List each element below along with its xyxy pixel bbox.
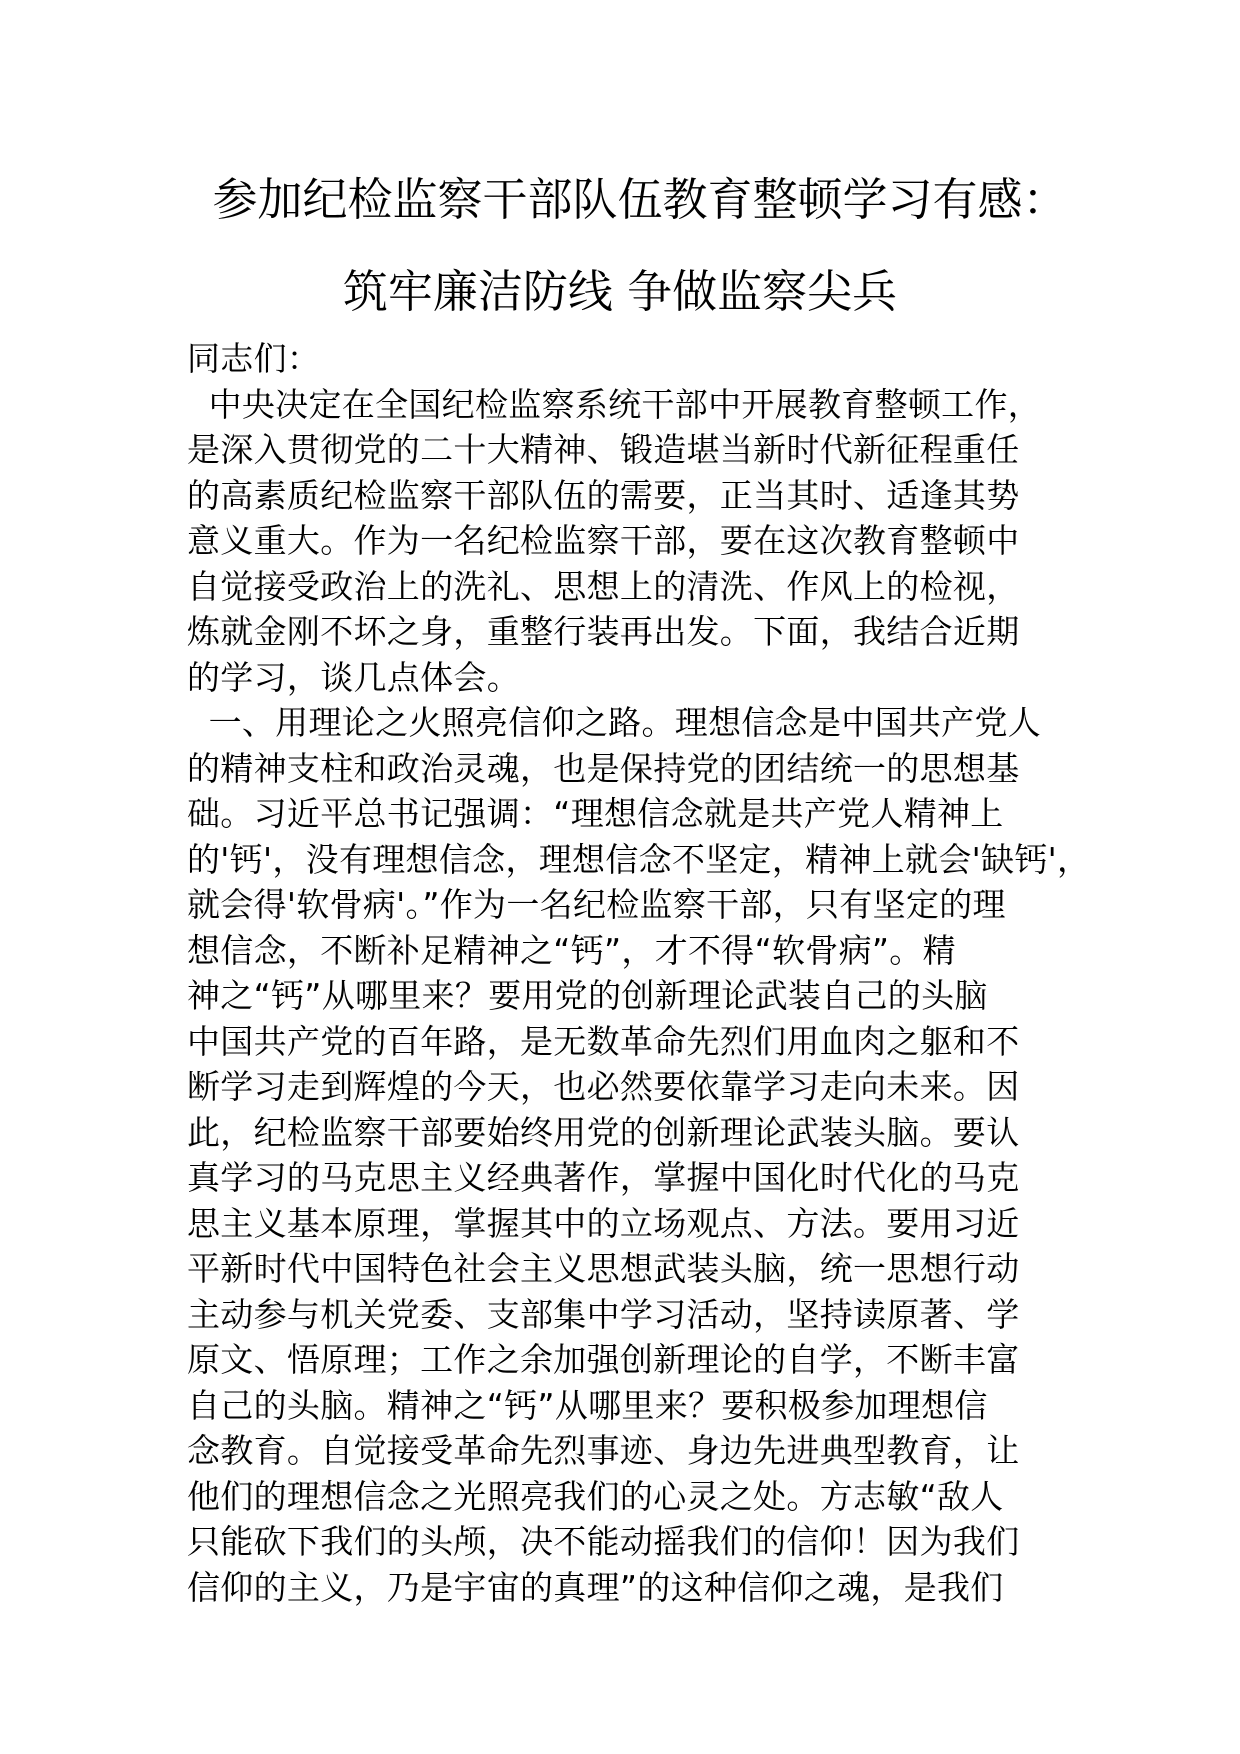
- body-line: 自己的头脑。精神之“钙”从哪里来？要积极参加理想信: [187, 1385, 988, 1425]
- body-line: 主动参与机关党委、支部集中学习活动，坚持读原著、学: [187, 1294, 1020, 1334]
- body-line: 炼就金刚不坏之身，重整行装再出发。下面，我结合近期: [187, 612, 1020, 651]
- body-line: 自觉接受政治上的洗礼、思想上的清洗、作风上的检视，: [187, 566, 1020, 606]
- body-line: 原文、悟原理；工作之余加强创新理论的自学，不断丰富: [187, 1340, 1020, 1379]
- body-line: 思主义基本原理，掌握其中的立场观点、方法。要用习近: [187, 1203, 1020, 1243]
- body-line: 神之“钙”从哪里来？要用党的创新理论武装自己的头脑: [187, 976, 988, 1015]
- body-line: 中央决定在全国纪检监察系统干部中开展教育整顿工作，: [187, 384, 1042, 424]
- body-line: 平新时代中国特色社会主义思想武装头脑，统一思想行动: [187, 1249, 1020, 1288]
- document-title-line-2: 筑牢廉洁防线 争做监察尖兵: [342, 265, 898, 318]
- body-line: 断学习走到辉煌的今天，也必然要依靠学习走向未来。因: [187, 1067, 1020, 1106]
- body-line: 此，纪检监察干部要始终用党的创新理论武装头脑。要认: [187, 1112, 1020, 1152]
- section-heading-line: 一、用理论之火照亮信仰之路。理想信念是中国共产党人: [187, 703, 1042, 742]
- body-line: 他们的理想信念之光照亮我们的心灵之处。方志敏“敌人: [187, 1476, 1004, 1516]
- document-body: [187, 336, 1091, 1610]
- body-line: 就会得'软骨病'。”作为一名纪检监察干部，只有坚定的理: [187, 885, 1006, 924]
- body-line: 想信念，不断补足精神之“钙”，才不得“软骨病”。精: [187, 930, 956, 970]
- body-line: 念教育。自觉接受革命先烈事迹、身边先进典型教育，让: [187, 1431, 1020, 1470]
- body-line: 是深入贯彻党的二十大精神、锻造堪当新时代新征程重任: [187, 430, 1020, 469]
- body-line: 的高素质纪检监察干部队伍的需要，正当其时、适逢其势: [187, 475, 1020, 515]
- document-title-line-1: 参加纪检监察干部队伍教育整顿学习有感：: [212, 173, 1068, 226]
- body-line: 的精神支柱和政治灵魂，也是保持党的团结统一的思想基: [187, 748, 1020, 788]
- body-line: 真学习的马克思主义经典著作，掌握中国化时代化的马克: [187, 1158, 1020, 1197]
- body-line: 意义重大。作为一名纪检监察干部，要在这次教育整顿中: [187, 521, 1020, 560]
- body-line: 的'钙'，没有理想信念，理想信念不坚定，精神上就会'缺钙'，: [187, 839, 1091, 879]
- salutation: 同志们：: [187, 339, 321, 378]
- body-line: 信仰的主义，乃是宇宙的真理”的这种信仰之魂，是我们: [187, 1567, 1004, 1607]
- body-line: 的学习，谈几点体会。: [187, 657, 520, 697]
- body-line: 中国共产党的百年路，是无数革命先烈们用血肉之躯和不: [187, 1021, 1020, 1061]
- body-line: 只能砍下我们的头颅，决不能动摇我们的信仰！因为我们: [187, 1522, 1020, 1561]
- body-line: 础。习近平总书记强调：“理想信念就是共产党人精神上: [187, 794, 1004, 833]
